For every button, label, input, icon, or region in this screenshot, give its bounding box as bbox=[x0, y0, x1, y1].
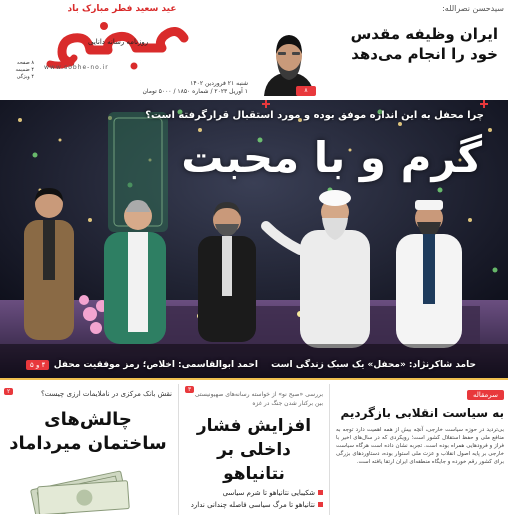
top-story[interactable] bbox=[254, 4, 504, 98]
left-story-headline[interactable]: چالش‌های ساختمان میرداماد bbox=[9, 409, 167, 454]
plus-icon bbox=[480, 100, 488, 108]
middle-story-kicker: بررسی «صبح نو» از خواسته رسانه‌های صهیونیستی بین برکنار شدن جنگ در غزه bbox=[194, 391, 323, 407]
website[interactable]: www.sobhe-no.ir bbox=[44, 64, 109, 71]
middle-story-bullet[interactable] bbox=[185, 500, 323, 510]
top-story-kicker: سیدحسن نصرالله: bbox=[442, 4, 504, 13]
issue-number-price: ۱ آوریل ۲۰۲۳ / شماره ۱۸۵۰ / ۵۰۰۰ تومان bbox=[142, 88, 248, 95]
left-story-page-ref[interactable]: ۲ bbox=[4, 388, 13, 395]
bullet-text: شکیبایی نتانیاهو تا شرم سیاسی bbox=[222, 489, 315, 497]
hero-subheadline-shakernejad[interactable]: حامد شاکرنژاد: «محفل» یک سبک زندگی است bbox=[271, 360, 476, 370]
middle-story-headline[interactable]: افزایش فشار داخلی بر نتانیاهو bbox=[196, 416, 312, 484]
bullet-square-icon bbox=[318, 490, 323, 495]
issue-date: شنبه ۲۱ فروردین ۱۴۰۲ bbox=[190, 80, 248, 87]
edition-info-line: ۴ ضمیمه bbox=[15, 67, 34, 73]
greeting: عید سعید فطر مبارک باد bbox=[67, 4, 177, 14]
editorial-body: بی‌تردید در حوزه سیاست خارجی، آنچه بیش از همه اهمیت دارد توجه به منافع ملی و حفظ استقلال کشور است؛ رویکردی که در سال‌های اخیر با فراز و فرودهایی همراه بوده است. تجربه نشان داده است هرگاه سیاست خارجی بر پایه اصول انقلاب و عزت ملی استوار بوده، دستاوردهای بزرگی برای کشور رقم خورده و جایگاه منطقه‌ای ایران ارتقا یافته است. bbox=[336, 427, 504, 465]
middle-story-bullet[interactable] bbox=[185, 488, 323, 498]
bottom-section bbox=[0, 380, 508, 515]
edition-info bbox=[2, 60, 34, 81]
hero-subheadline-abolghasemi[interactable]: احمد ابوالقاسمی: اخلاص؛ رمز موفقیت محفل bbox=[53, 360, 258, 370]
left-story-kicker: نقش بانک مرکزی در ناملایمات ارزی چیست؟ bbox=[40, 390, 172, 398]
plus-icon bbox=[262, 100, 270, 108]
top-story-headline[interactable]: ایران وظیفه مقدس خود را انجام می‌دهد bbox=[350, 25, 498, 63]
hero-story[interactable] bbox=[0, 100, 508, 378]
editorial-title[interactable]: به سیاست انقلابی بازگردیم bbox=[340, 406, 504, 420]
hero-question: چرا محفل به این اندازه موفق بوده و مورد استقبال قرارگرفته است؟ bbox=[145, 110, 484, 121]
edition-info-line: ۸ صفحه bbox=[17, 60, 34, 66]
editorial-label: سرمقاله bbox=[467, 390, 504, 400]
masthead bbox=[0, 0, 508, 100]
hero-page-ref[interactable]: ۴ و ۵ bbox=[26, 360, 49, 370]
top-story-page-ref[interactable]: ۸ bbox=[296, 86, 316, 96]
middle-story-page-ref[interactable]: ۳ bbox=[185, 386, 194, 393]
bullet-text: نتانیاهو تا مرگ سیاسی فاصله چندانی ندارد bbox=[190, 501, 315, 509]
edition-info-line: ۴ ویژگی bbox=[16, 74, 34, 80]
left-story[interactable] bbox=[4, 384, 172, 515]
editorial-column[interactable] bbox=[336, 384, 504, 515]
bullet-square-icon bbox=[318, 502, 323, 507]
middle-story[interactable] bbox=[178, 384, 330, 515]
newspaper-identity bbox=[0, 2, 248, 98]
dollar-bill-image bbox=[24, 470, 134, 514]
hero-headline[interactable]: گرم و با محبت bbox=[181, 133, 482, 182]
tagline: روزنامه رسانه دانایی bbox=[88, 38, 149, 46]
